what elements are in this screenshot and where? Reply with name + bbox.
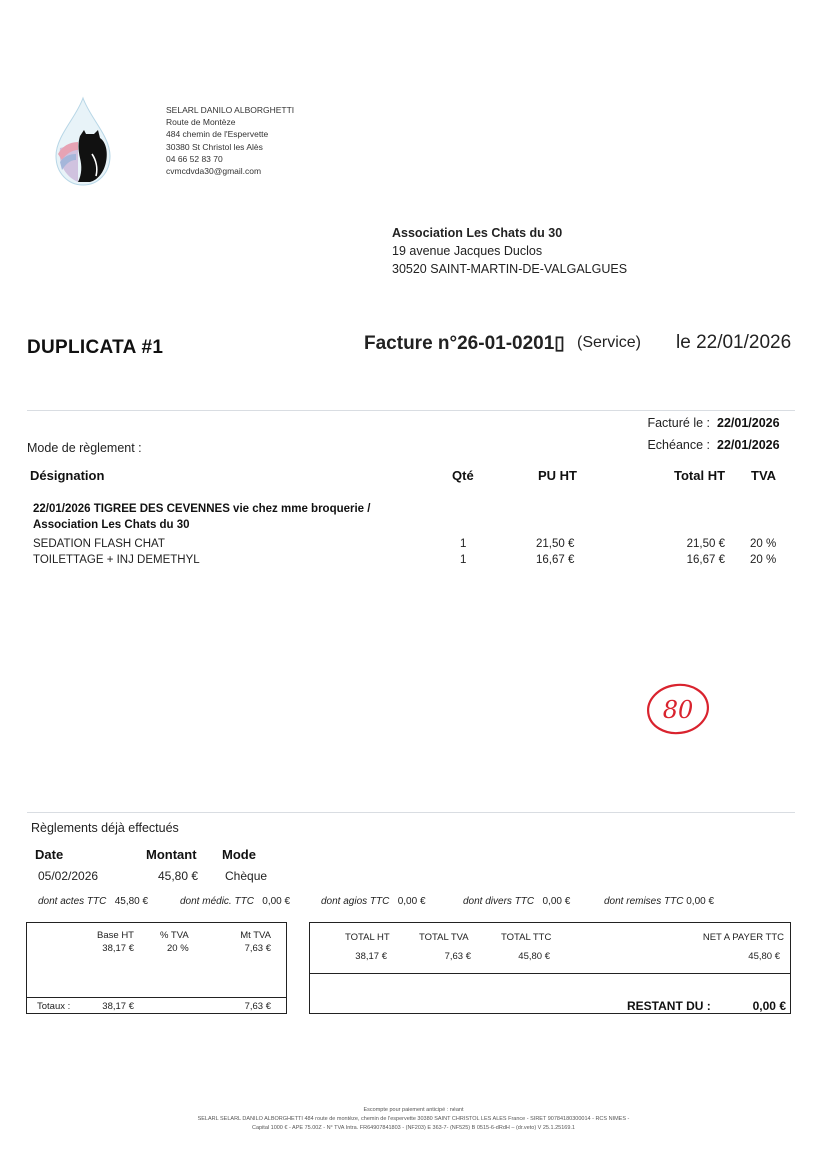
- remaining-due-label: RESTANT DU :: [627, 999, 711, 1013]
- breakdown-item: [604, 896, 714, 907]
- payments-title: Règlements déjà effectués: [31, 821, 179, 835]
- handwritten-stamp: [644, 681, 712, 737]
- payments-col-date: Date: [35, 847, 64, 862]
- divider: [27, 410, 795, 411]
- sender-name: SELARL DANILO ALBORGHETTI: [166, 105, 295, 115]
- total-tva-label: TOTAL TVA: [419, 932, 469, 943]
- sender-address: [166, 104, 294, 177]
- divider: [27, 812, 795, 813]
- breakdown-value: 0,00 €: [397, 896, 426, 907]
- recipient-name: Association Les Chats du 30: [392, 226, 563, 240]
- breakdown-value: 0,00 €: [262, 896, 291, 907]
- total-ht-label: TOTAL HT: [345, 932, 390, 943]
- due-date-label: Echéance :: [647, 438, 710, 452]
- footer-legal-info: Capital 1000 € - APE 75.00Z - N° TVA Intra. FR64907841803 - (NF203) E 363-7- (NF525) B 0515-6-dRdH – (dr.veto) V 25.1.25169.1: [251, 1125, 575, 1131]
- divider: [310, 973, 790, 974]
- total-ttc-value: 45,80 €: [518, 951, 550, 962]
- invoiced-on-label: Facturé le :: [647, 416, 710, 430]
- invoice-date: le 22/01/2026: [676, 332, 792, 353]
- duplicata-title: DUPLICATA #1: [27, 337, 164, 358]
- total-ht-value: 38,17 €: [355, 951, 387, 962]
- table-row-total: 21,50 €: [686, 538, 725, 550]
- table-row-qty: 1: [460, 538, 467, 550]
- col-unit-price: PU HT: [538, 468, 577, 483]
- divider: [27, 997, 286, 998]
- breakdown-item: [180, 896, 290, 907]
- vat-totals-label: Totaux :: [37, 1001, 71, 1012]
- sender-email: cvmcdvda30@gmail.com: [166, 166, 262, 177]
- vat-col-base: Base HT: [97, 930, 134, 941]
- sender-address-line2: 484 chemin de l'Espervette: [166, 129, 269, 140]
- payment-amount: 45,80 €: [158, 869, 199, 883]
- vat-base-value: 38,17 €: [102, 943, 134, 954]
- table-row-vat: 20 %: [750, 554, 777, 566]
- consultation-title-line2: Association Les Chats du 30: [33, 519, 190, 531]
- col-total: Total HT: [674, 468, 726, 483]
- consultation-title: [33, 501, 370, 533]
- breakdown-item: [38, 896, 148, 907]
- table-row-unit-price: 21,50 €: [536, 538, 575, 550]
- invoice-type: (Service): [577, 334, 642, 351]
- vat-amount-value: 7,63 €: [244, 943, 271, 954]
- total-ttc-label: TOTAL TTC: [501, 932, 552, 943]
- breakdown-label: dont remises TTC: [604, 896, 684, 907]
- net-to-pay-value: 45,80 €: [748, 951, 780, 962]
- sender-city: 30380 St Christol les Alès: [166, 141, 263, 152]
- payment-mode: Chèque: [225, 869, 268, 883]
- remaining-due-value: 0,00 €: [752, 999, 786, 1013]
- footer-company-info: SELARL SELARL DANILO ALBORGHETTI 484 route de montèze, chemin de l'espervette 30380 SAINT CHRISTOL LES ALES France - SIRET 90784180300014 - RCS NIMES -: [197, 1116, 630, 1122]
- vat-col-rate: % TVA: [160, 930, 189, 941]
- table-row-designation: SEDATION FLASH CHAT: [33, 538, 165, 550]
- breakdown-value: 45,80 €: [114, 896, 149, 907]
- clinic-logo: [48, 96, 118, 188]
- consultation-title-line1: 22/01/2026 TIGREE DES CEVENNES vie chez mme broquerie /: [33, 503, 371, 515]
- breakdown-value: 0,00 €: [542, 896, 571, 907]
- breakdown-label: dont agios TTC: [321, 896, 390, 907]
- footer-discount-note: Escompte pour paiement anticipé : néant: [363, 1107, 464, 1113]
- table-row-qty: 1: [460, 554, 467, 566]
- breakdown-label: dont médic. TTC: [180, 896, 254, 907]
- vat-rate-value: 20 %: [167, 943, 189, 954]
- recipient-city: 30520 SAINT-MARTIN-DE-VALGALGUES: [392, 262, 628, 276]
- breakdown-label: dont divers TTC: [463, 896, 535, 907]
- table-row-vat: 20 %: [750, 538, 777, 550]
- vat-totals-base: 38,17 €: [102, 1001, 134, 1012]
- breakdown-item: [321, 896, 426, 907]
- invoiced-on-date: 22/01/2026: [717, 416, 780, 430]
- col-designation: Désignation: [30, 468, 105, 483]
- payments-col-amount: Montant: [146, 847, 197, 862]
- invoice-number: Facture n°26-01-0201▯: [364, 333, 565, 354]
- col-vat: TVA: [751, 468, 777, 483]
- vat-totals-amount: 7,63 €: [244, 1001, 271, 1012]
- payment-date: 05/02/2026: [38, 869, 99, 883]
- recipient-address: [392, 224, 627, 278]
- breakdown-item: [463, 896, 570, 907]
- table-row-total: 16,67 €: [686, 554, 725, 566]
- vat-col-amount: Mt TVA: [240, 930, 271, 941]
- breakdown-value: 0,00 €: [686, 896, 715, 907]
- recipient-street: 19 avenue Jacques Duclos: [392, 244, 543, 258]
- payment-mode-label: Mode de règlement :: [27, 441, 142, 455]
- table-row-designation: TOILETTAGE + INJ DEMETHYL: [33, 554, 200, 566]
- breakdown-label: dont actes TTC: [38, 896, 107, 907]
- net-to-pay-label: NET A PAYER TTC: [702, 932, 784, 943]
- stamp-text: 80: [662, 696, 694, 724]
- total-tva-value: 7,63 €: [444, 951, 471, 962]
- due-date: 22/01/2026: [717, 438, 780, 452]
- col-qty: Qté: [452, 468, 474, 483]
- sender-phone: 04 66 52 83 70: [166, 153, 223, 164]
- table-row-unit-price: 16,67 €: [536, 554, 575, 566]
- sender-address-line1: Route de Montèze: [166, 117, 236, 128]
- payments-col-mode: Mode: [222, 847, 256, 862]
